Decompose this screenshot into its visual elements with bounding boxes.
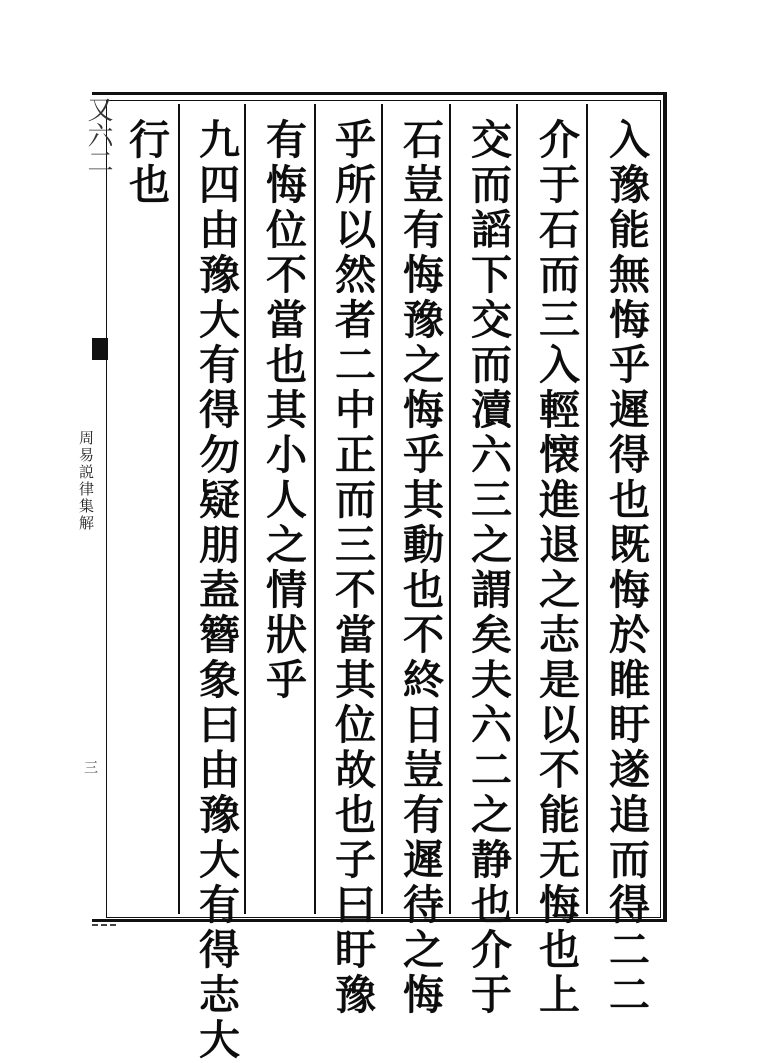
text-column-8: 行也 — [122, 118, 170, 208]
fish-tail-mark — [92, 338, 108, 360]
column-rule — [586, 104, 588, 914]
bottom-mark — [92, 924, 116, 930]
text-column-2: 介于石而三入輕懐進退之志是以不能无悔也上 — [532, 118, 580, 1018]
page-number: 三 — [82, 760, 98, 774]
book-title: 周易説律集解 — [77, 430, 95, 532]
text-column-5: 乎所以然者二中正而三不當其位故也子曰盱豫 — [328, 118, 376, 1018]
text-column-1: 入豫能無悔乎遲得也既悔於睢盱遂追而得二二 — [602, 118, 650, 1018]
text-column-7: 九四由豫大有得勿疑朋盍簪象曰由豫大有得志大 — [192, 118, 240, 1063]
edge-fragment: 又六二 — [83, 96, 113, 174]
column-rule — [314, 104, 316, 914]
text-column-4: 石豈有悔豫之悔乎其動也不終日豈有遲待之悔 — [396, 118, 444, 1018]
text-column-3: 交而謟下交而瀆六三之謂矣夫六二之静也介于 — [464, 118, 512, 1018]
text-column-6: 有悔位不當也其小人之情狀乎 — [259, 118, 307, 703]
column-rule — [178, 104, 180, 914]
